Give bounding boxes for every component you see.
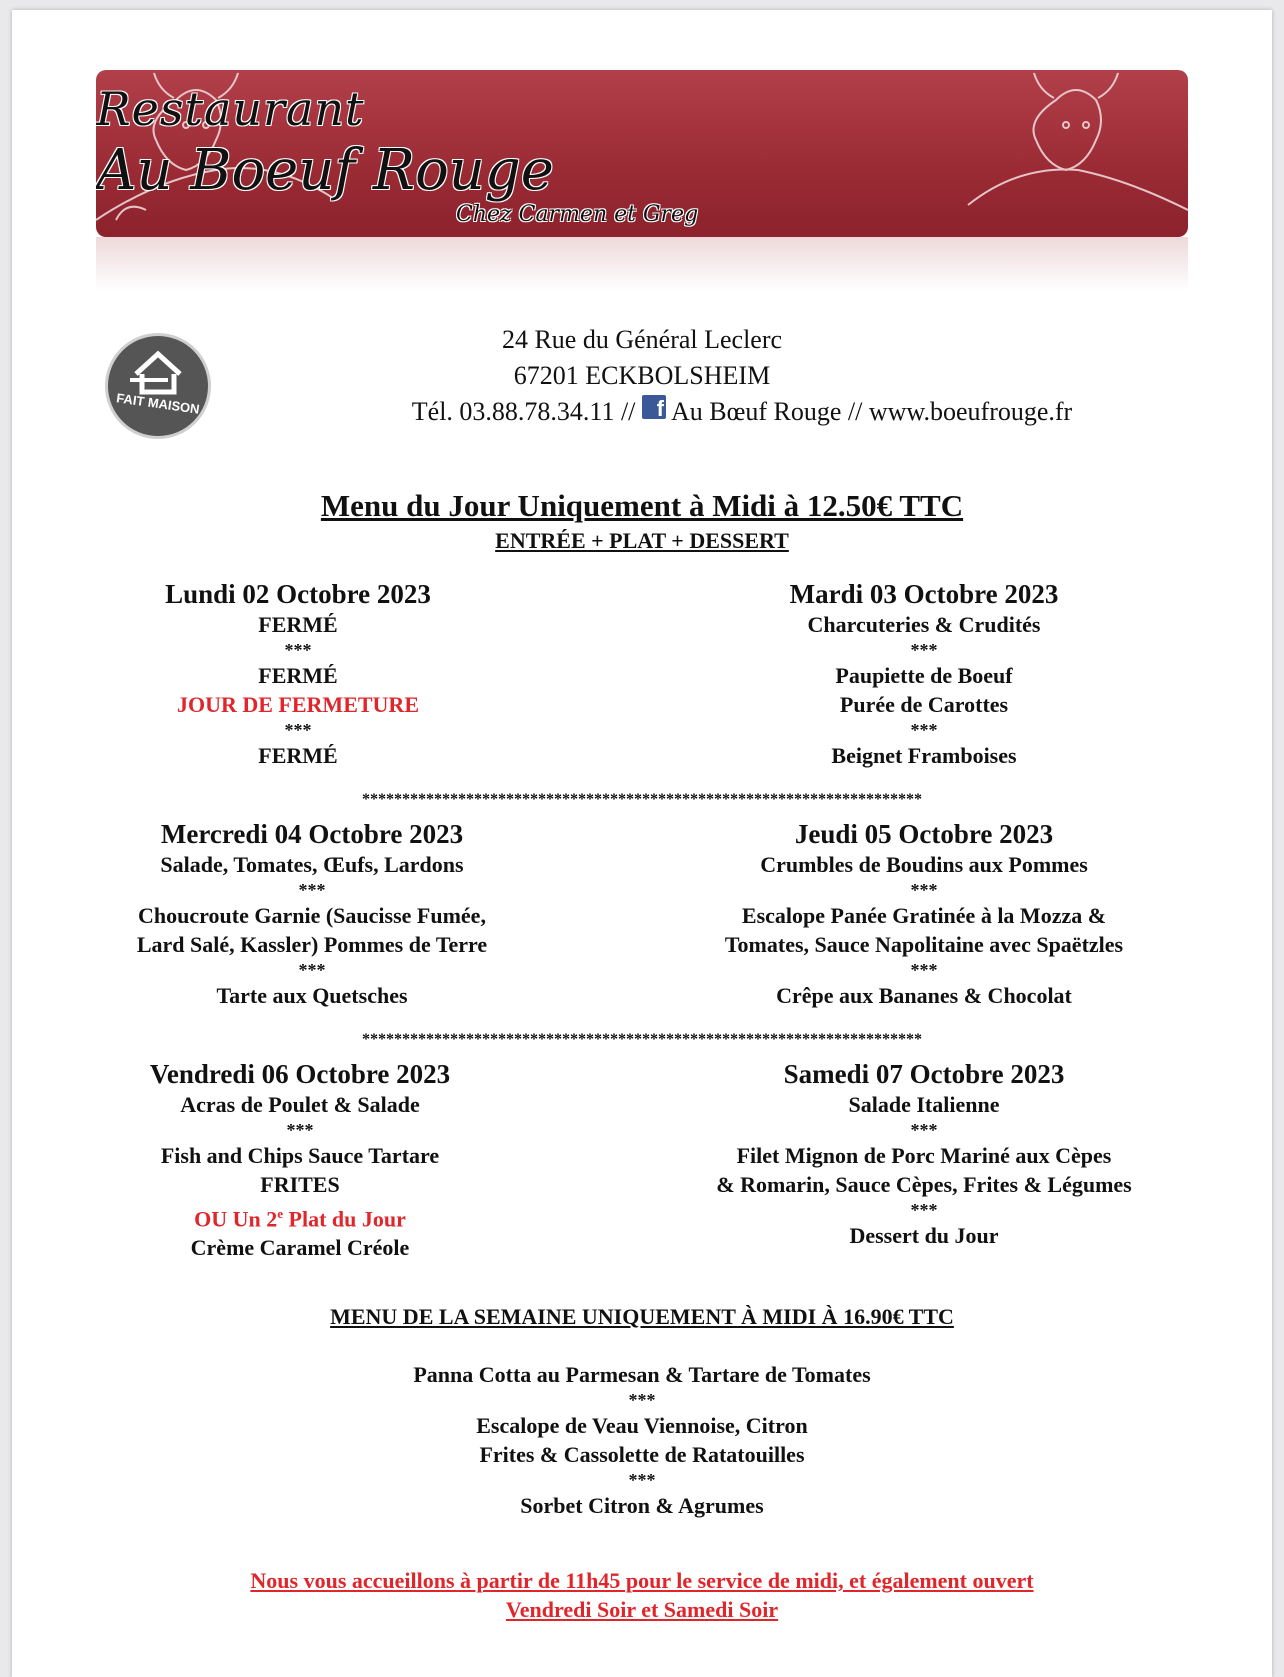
- alt-text-a: OU Un 2: [194, 1206, 278, 1232]
- weekly-dessert: Sorbet Citron & Agrumes: [520, 1493, 764, 1518]
- banner-line-owners: Chez Carmen et Greg: [456, 202, 699, 227]
- day-dessert: Beignet Framboises: [831, 743, 1017, 768]
- day-date: Samedi 07 Octobre 2023: [783, 1059, 1065, 1089]
- restaurant-banner: [96, 70, 1188, 237]
- stars-divider: ***: [910, 720, 938, 740]
- day-main: Choucroute Garnie (Saucisse Fumée,: [138, 903, 486, 928]
- menu-page: [12, 10, 1272, 1677]
- day-date: Mercredi 04 Octobre 2023: [160, 819, 464, 849]
- day-dessert: Crème Caramel Créole: [190, 1235, 410, 1261]
- weekly-menu-title: MENU DE LA SEMAINE UNIQUEMENT À MIDI À 16.90€ TTC: [330, 1304, 954, 1329]
- day-starter: Salade Italienne: [848, 1092, 1000, 1117]
- weekly-starter: Panna Cotta au Parmesan & Tartare de Tomates: [413, 1362, 871, 1387]
- stars-divider: ***: [910, 1120, 938, 1140]
- day-dessert: Dessert du Jour: [849, 1223, 999, 1248]
- day-starter: Crumbles de Boudins aux Pommes: [760, 852, 1088, 877]
- alt-text-b: Plat du Jour: [283, 1206, 406, 1232]
- day-date: Mardi 03 Octobre 2023: [789, 579, 1059, 609]
- opening-hours-line2: Vendredi Soir et Samedi Soir: [505, 1597, 779, 1622]
- day-side: FRITES: [260, 1172, 340, 1197]
- opening-hours-line1: Nous vous accueillons à partir de 11h45 pour le service de midi, et également ouvert: [250, 1568, 1034, 1593]
- day-dessert: Tarte aux Quetsches: [216, 983, 408, 1008]
- day-date: Jeudi 05 Octobre 2023: [794, 819, 1054, 849]
- alt-sup: e: [277, 1206, 284, 1221]
- banner-reflection: [96, 237, 1188, 291]
- stars-divider: ***: [284, 720, 312, 740]
- separator-line: **********************************************************************: [362, 791, 922, 808]
- day-starter: Charcuteries & Crudités: [807, 612, 1041, 637]
- separator-line: **********************************************************************: [362, 1031, 922, 1048]
- address-city: 67201 ECKBOLSHEIM: [513, 361, 771, 390]
- menu-du-jour-subtitle: ENTRÉE + PLAT + DESSERT: [495, 528, 789, 553]
- day-monday: [18, 578, 578, 770]
- stars-divider: ***: [284, 640, 312, 660]
- stars-divider: ***: [910, 880, 938, 900]
- day-main-cont: Lard Salé, Kassler) Pommes de Terre: [136, 932, 488, 957]
- day-starter: FERMÉ: [258, 612, 338, 637]
- day-wednesday: [32, 818, 592, 1010]
- stars-divider: ***: [628, 1390, 656, 1410]
- weekly-main-cont: Frites & Cassolette de Ratatouilles: [479, 1442, 805, 1467]
- day-dessert: FERMÉ: [258, 743, 338, 768]
- opening-hours-note: [12, 1566, 1272, 1624]
- banner-line-name: Au Boeuf Rouge: [96, 138, 554, 203]
- contact-line: [212, 394, 1272, 430]
- day-date: Lundi 02 Octobre 2023: [165, 579, 431, 609]
- stars-divider: ***: [910, 1200, 938, 1220]
- day-thursday: [644, 818, 1204, 1010]
- stars-divider: ***: [628, 1470, 656, 1490]
- menu-du-jour-title: Menu du Jour Uniquement à Midi à 12.50€ TTC: [320, 488, 964, 523]
- day-tuesday: [644, 578, 1204, 770]
- badge-label: FAIT MAISON: [115, 390, 201, 417]
- weekly-menu: [12, 1360, 1272, 1520]
- facebook-website-text: Au Bœuf Rouge // www.boeufrouge.fr: [670, 397, 1073, 426]
- day-main-cont: & Romarin, Sauce Cèpes, Frites & Légumes: [716, 1172, 1132, 1197]
- day-note: JOUR DE FERMETURE: [176, 692, 419, 717]
- stars-divider: ***: [298, 880, 326, 900]
- day-dessert: Crêpe aux Bananes & Chocolat: [776, 983, 1072, 1008]
- day-main: Escalope Panée Gratinée à la Mozza &: [741, 903, 1107, 928]
- day-main: Fish and Chips Sauce Tartare: [160, 1143, 440, 1168]
- phone-text: Tél. 03.88.78.34.11 //: [411, 397, 636, 426]
- stars-divider: ***: [910, 960, 938, 980]
- day-starter: Acras de Poulet & Salade: [180, 1092, 420, 1117]
- banner-line-restaurant: Restaurant: [96, 82, 365, 136]
- address-street: 24 Rue du Général Leclerc: [501, 325, 783, 354]
- stars-divider: ***: [286, 1120, 314, 1140]
- facebook-icon[interactable]: f: [642, 395, 666, 419]
- weekly-main: Escalope de Veau Viennoise, Citron: [476, 1413, 808, 1438]
- stars-divider: ***: [910, 640, 938, 660]
- day-main-cont: Tomates, Sauce Napolitaine avec Spaëtzles: [724, 932, 1124, 957]
- stars-divider: ***: [298, 960, 326, 980]
- day-date: Vendredi 06 Octobre 2023: [149, 1059, 451, 1089]
- day-saturday: [644, 1058, 1204, 1250]
- day-friday: [20, 1058, 580, 1262]
- address-block: [12, 322, 1272, 430]
- day-alternative: [20, 1199, 580, 1233]
- day-starter: Salade, Tomates, Œufs, Lardons: [160, 852, 464, 877]
- day-main: Paupiette de Boeuf: [835, 663, 1013, 688]
- day-main: Filet Mignon de Porc Mariné aux Cèpes: [736, 1143, 1112, 1168]
- day-side: Purée de Carottes: [839, 692, 1009, 717]
- day-main: FERMÉ: [258, 663, 338, 688]
